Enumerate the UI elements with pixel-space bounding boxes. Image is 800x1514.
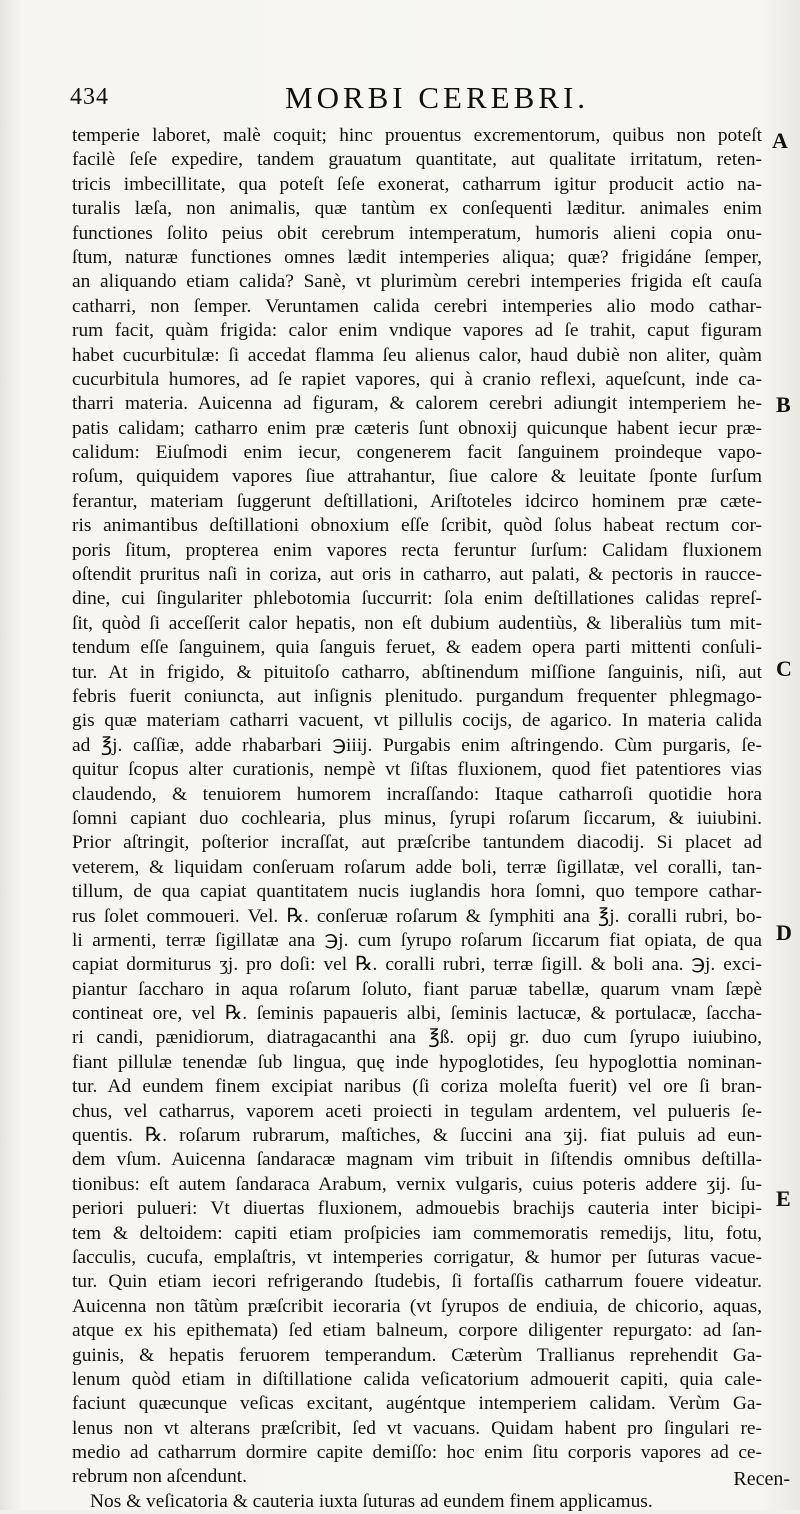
text-line: patis calidam; catharro enim præ cæteris ſunt obnoxij quicunque habent iecur præ- bbox=[72, 417, 762, 439]
text-line: tem & deltoidem: capiti etiam proſpicies iam commemoratis remedijs, litu, fotu, bbox=[72, 1222, 762, 1244]
margin-marker-d: D bbox=[776, 920, 792, 945]
text-line: oſtendit pruritus naſi in coriza, aut oris in catharro, aut palati, & pectoris in raucce- bbox=[72, 564, 762, 586]
text-line: lenum quòd etiam in diſtillatione calida veſicatorium admouerit capiti, quia cale- bbox=[72, 1368, 762, 1390]
text-line: temperie laboret, malè coquit; hinc prouentus excrementorum, quibus non poteſt bbox=[72, 125, 762, 146]
text-line: ſomni capiant duo cochlearia, plus minus, ſyrupi roſarum ſiccarum, & iuiubini. bbox=[72, 807, 762, 829]
text-line: periori pulueri: Vt diuertas fluxionem, admouebis brachijs cauteria inter bicipi- bbox=[72, 1198, 762, 1220]
text-line: piantur ſaccharo in aqua roſarum ſoluto, fiant paruæ tabellæ, quarum vnam ſæpè bbox=[72, 978, 762, 1000]
text-line: quentis. ℞. roſarum rubrarum, maſtiches, & ſuccini ana ʒij. fiat puluis ad eun- bbox=[72, 1125, 762, 1147]
text-line: tur. Ad eundem finem excipiat naribus (ſi coriza moleſta fuerit) vel ore ſi bran- bbox=[72, 1076, 762, 1098]
text-line: medio ad catharrum dormire capite demiſſo: hoc enim ſitu corporis vapores ad ce- bbox=[72, 1442, 762, 1464]
text-line: roſum, quiquidem vapores ſiue attrahantur, ſiue calore & leuitate ſponte ſurſum bbox=[72, 466, 762, 488]
text-line: chus, vel catharrus, vaporem aceti proiecti in tegulam ardentem, vel pulueris ſe- bbox=[72, 1100, 762, 1122]
text-line: dine, cui ſingulariter phlebotomia ſuccurrit: ſola enim deſtillationes calidas repreſ- bbox=[72, 588, 762, 610]
page-header bbox=[70, 80, 770, 120]
text-line: ſit, quòd ſi acceſſerit calor hepatis, non eſt dubium audentiùs, & liberaliùs tum mit- bbox=[72, 612, 762, 634]
text-line: rus ſolet commoueri. Vel. ℞. conſeruæ roſarum & ſymphiti ana ℥j. coralli rubri, bo- bbox=[72, 905, 762, 927]
text-line: quitur ſcopus alter curationis, nempè vt ſiſtas fluxionem, quod fiet patentiores vias bbox=[72, 759, 762, 781]
text-line: atque ex his epithemata) ſed etiam balneum, corpore diligenter repurgato: ad ſan- bbox=[72, 1320, 762, 1342]
catchword: Recen- bbox=[733, 1468, 790, 1490]
text-line: tharri materia. Auicenna ad figuram, & calorem cerebri adiungit intemperiem he- bbox=[72, 393, 762, 415]
text-line: fiant pillulæ tenendæ ſub lingua, quę inde hypoglotides, ſeu hypoglottia nominan- bbox=[72, 1051, 762, 1073]
text-line: ad ℥j. caſſiæ, adde rhabarbari ℈iiij. Purgabis enim aſtringendo. Cùm purgaris, ſe- bbox=[72, 734, 762, 756]
text-line: ri candi, pænidiorum, diatragacanthi ana ℥ß. opij gr. duo cum ſyrupo iuiubino, bbox=[72, 1027, 762, 1049]
text-line: contineat ore, vel ℞. ſeminis papaueris albi, ſeminis lactucæ, & portulacæ, ſaccha- bbox=[72, 1003, 762, 1025]
text-line: functiones ſolito peius obit cerebrum intemperatum, humoris alieni copia onu- bbox=[72, 222, 762, 244]
text-line: faciunt quæcunque veſicas excitant, augéntque intemperiem calidam. Verùm Ga- bbox=[72, 1393, 762, 1415]
text-line: rum facit, quàm frigida: calor enim vndique vapores ad ſe trahit, caput figuram bbox=[72, 320, 762, 342]
text-line: Auicenna non tãtùm præſcribit iecoraria (vt ſyrupos de endiuia, de chicorio, aquas, bbox=[72, 1295, 762, 1317]
text-line: lenus non vt alterans præſcribit, ſed vt vacuans. Quidam habent pro ſingulari re- bbox=[72, 1417, 762, 1439]
text-line: turalis læſa, non animalis, quæ tantùm ex conſequenti læditur. animales enim bbox=[72, 198, 762, 220]
text-line: guinis, & hepatis feruorem temperandum. Cæterùm Trallianus reprehendit Ga- bbox=[72, 1344, 762, 1366]
text-line: ris animantibus deſtillationi obnoxium eſſe ſcribit, quòd ſolus habeat rectum cor- bbox=[72, 515, 762, 537]
text-line: Prior aſtringit, poſterior incraſſat, aut præſcribe tantundem diacodij. Si placet ad bbox=[72, 832, 762, 854]
margin-marker-c: C bbox=[776, 656, 792, 681]
margin-marker-b: B bbox=[776, 392, 791, 417]
text-line: febris fuerit coniuncta, aut inſignis plenitudo. purgandum frequenter phlegmago- bbox=[72, 685, 762, 707]
text-line: calidum: Eiuſmodi enim iecur, congenerem facit ſanguinem proindeque vapo- bbox=[72, 442, 762, 464]
text-line: ſacculis, cucufa, emplaſtris, vt intemperies corrigatur, & humor per ſuturas vacue- bbox=[72, 1246, 762, 1268]
text-line: tur. Quin etiam iecori refrigerando ſtudebis, ſi fortaſſis catharrum fouere videatur. bbox=[72, 1271, 762, 1293]
text-line: facilè ſeſe expedire, tandem grauatum quantitate, aut qualitate irritatum, reten- bbox=[72, 149, 762, 171]
text-line: dem vſum. Auicenna ſandaracæ magnam vim tribuit in ſiſtendis omnibus deſtilla- bbox=[72, 1149, 762, 1171]
text-line: habet cucurbitulæ: ſi accedat flamma ſeu alienus calor, haud dubiè non aliter, quàm bbox=[72, 344, 762, 366]
text-line: ferantur, materiam ſuggerunt deſtillationi, Ariſtoteles idcirco hominem præ cæte- bbox=[72, 490, 762, 512]
text-line: ſtum, naturæ functiones omnes lædit intemperies aliqua; quæ? frigidáne ſemper, bbox=[72, 246, 762, 268]
text-line: claudendo, & tenuiorem humorem incraſſando: Itaque catharroſi quotidie hora bbox=[72, 783, 762, 805]
text-line: cucurbitula humores, ad ſe rapiet vapores, qui à cranio reflexi, aqueſcunt, inde ca- bbox=[72, 368, 762, 390]
text-line: poris ſitum, propterea enim vapores recta feruntur ſurſum: Calidam fluxionem bbox=[72, 539, 762, 561]
text-line: an aliquando etiam calida? Sanè, vt plurimùm cerebri intemperies frigida eſt cauſa bbox=[72, 271, 762, 293]
text-line: rebrum non aſcendunt. bbox=[72, 1466, 247, 1488]
margin-marker-e: E bbox=[776, 1186, 791, 1211]
text-line: veterem, & liquidam conſeruam roſarum adde boli, terræ ſigillatæ, vel coralli, tan- bbox=[72, 856, 762, 878]
text-line: tur. At in frigido, & pituitoſo catharro, abſtinendum miſſione ſanguinis, niſi, aut bbox=[72, 661, 762, 683]
text-line: tionibus: eſt autem ſandaraca Arabum, vernix vulgaris, cuius poteris addere ʒij. ſu- bbox=[72, 1173, 762, 1195]
text-line: tricis imbecillitate, qua poteſt ſeſe exonerat, catharrum igitur producit actio na- bbox=[72, 173, 762, 195]
text-line: catharri, non ſemper. Veruntamen calida cerebri intemperies alio modo cathar- bbox=[72, 295, 762, 317]
text-line: tillum, de qua capiat quantitatem nucis iuglandis hora ſomni, quo tempore cathar- bbox=[72, 881, 762, 903]
text-line: Nos & veſicatoria & cauteria iuxta ſuturas ad eundem finem applicamus. bbox=[90, 1490, 653, 1512]
margin-marker-a: A bbox=[772, 128, 788, 153]
text-line: gis quæ materiam catharri vacuent, vt pillulis cocijs, de agarico. In materia calida bbox=[72, 710, 762, 732]
page-number: 434 bbox=[70, 84, 109, 110]
text-line: capiat dormiturus ʒj. pro doſi: vel ℞. coralli rubri, terræ ſigill. & boli ana. ℈j. exci- bbox=[72, 954, 762, 976]
running-title: MORBI CEREBRI. bbox=[285, 80, 590, 115]
text-line: tendum eſſe ſanguinem, quia ſanguis feruet, & eadem opera parti mittenti conſuli- bbox=[72, 637, 762, 659]
text-line: li armenti, terræ ſigillatæ ana ℈j. cum ſyrupo roſarum ſiccarum fiat opiata, de qua bbox=[72, 929, 762, 951]
